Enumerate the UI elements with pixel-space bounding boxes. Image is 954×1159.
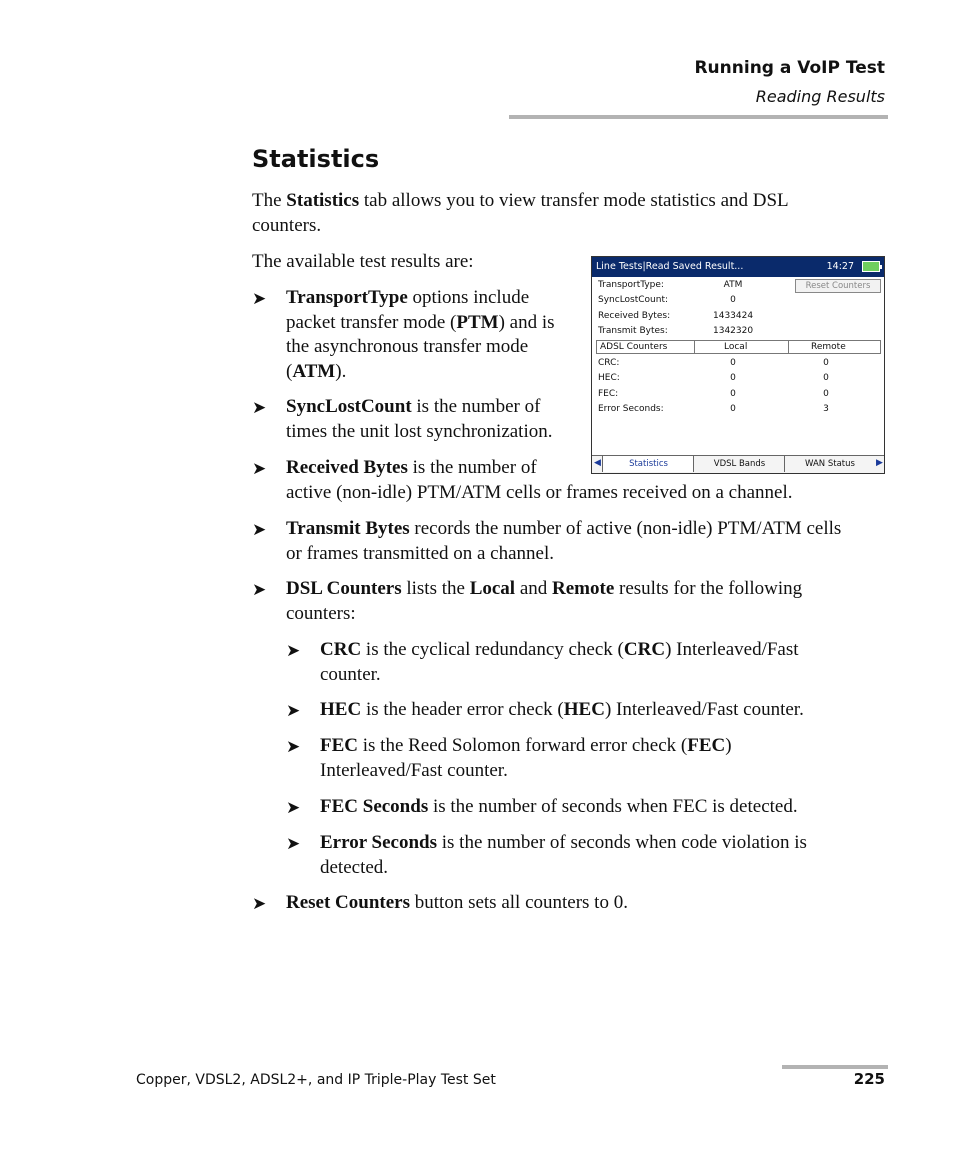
intro-paragraph: The Statistics tab allows you to view transfer mode statistics and DSL counters.: [252, 190, 789, 236]
stat-label-received-bytes: Received Bytes:: [598, 311, 671, 321]
counter-local-fec: 0: [730, 389, 736, 399]
screenshot-title-bar: [592, 257, 884, 277]
tab-scroll-left-icon[interactable]: ◀: [594, 458, 601, 468]
counter-label-error-seconds: Error Seconds:: [598, 404, 664, 414]
battery-icon: [862, 261, 880, 272]
bullet-received-bytes: ➤ Received Bytes is the number of active (non-idle) PTM/ATM cells or frames received on a channel.: [252, 457, 793, 503]
counters-table-header: [596, 340, 881, 354]
bullet-arrow-icon: ➤: [252, 398, 267, 417]
tab-vdsl-bands[interactable]: VDSL Bands: [693, 456, 785, 472]
available-results-text: The available test results are:: [252, 251, 474, 272]
bullet-arrow-icon: ➤: [252, 459, 267, 478]
counters-header-remote: Remote: [811, 342, 846, 352]
section-heading: Statistics: [252, 145, 380, 173]
bullet-arrow-icon: ➤: [252, 580, 267, 599]
bullet-arrow-icon: ➤: [286, 737, 301, 756]
bullet-arrow-icon: ➤: [252, 894, 267, 913]
subbullet-crc: ➤ CRC is the cyclical redundancy check (CRC) Interleaved/Fast counter.: [286, 639, 799, 685]
counter-remote-hec: 0: [823, 373, 829, 383]
stat-value-transmit-bytes: 1342320: [713, 326, 754, 336]
counter-remote-crc: 0: [823, 358, 829, 368]
counter-local-hec: 0: [730, 373, 736, 383]
counter-local-error-seconds: 0: [730, 404, 736, 414]
header-divider: [788, 341, 789, 353]
bullet-arrow-icon: ➤: [286, 798, 301, 817]
running-header-section: Reading Results: [755, 87, 885, 106]
statistics-screenshot: [591, 256, 885, 474]
counter-local-crc: 0: [730, 358, 736, 368]
bullet-arrow-icon: ➤: [286, 641, 301, 660]
bullet-arrow-icon: ➤: [252, 520, 267, 539]
tab-wan-status[interactable]: WAN Status: [784, 456, 875, 472]
counter-label-crc: CRC:: [598, 358, 620, 368]
subbullet-hec: ➤ HEC is the header error check (HEC) Interleaved/Fast counter.: [320, 698, 804, 723]
counter-label-hec: HEC:: [598, 373, 620, 383]
bullet-reset-counters: ➤ Reset Counters button sets all counters to 0.: [286, 891, 628, 916]
stat-label-transport-type: TransportType:: [598, 280, 664, 290]
bullet-arrow-icon: ➤: [286, 834, 301, 853]
bullet-sync-lost-count: ➤ SyncLostCount is the number of times the unit lost synchronization.: [252, 396, 553, 442]
bullet-dsl-counters: ➤ DSL Counters lists the Local and Remote results for the following counters:: [252, 578, 803, 624]
bullet-transport-type: ➤ TransportType options include packet transfer mode (PTM) and is the asynchronous transfer mode (ATM).: [252, 287, 555, 382]
page-number: 225: [853, 1070, 885, 1088]
subbullet-error-seconds: ➤ Error Seconds is the number of seconds when code violation is detected.: [286, 832, 807, 878]
stat-value-received-bytes: 1433424: [713, 311, 754, 321]
reset-counters-button[interactable]: Reset Counters: [795, 279, 881, 293]
header-rule: [509, 115, 888, 119]
footer-product: Copper, VDSL2, ADSL2+, and IP Triple-Play Test Set: [136, 1072, 496, 1088]
tab-statistics[interactable]: Statistics: [602, 456, 694, 472]
counter-remote-error-seconds: 3: [823, 404, 829, 414]
counter-label-fec: FEC:: [598, 389, 619, 399]
counters-header-local: Local: [724, 342, 748, 352]
stat-label-sync-lost-count: SyncLostCount:: [598, 295, 669, 305]
counters-header-name: ADSL Counters: [600, 342, 668, 352]
stat-value-transport-type: ATM: [723, 280, 743, 290]
footer-rule: [782, 1065, 888, 1069]
running-header-chapter: Running a VoIP Test: [694, 58, 885, 78]
screenshot-tab-bar: [592, 455, 884, 473]
subbullet-fec: ➤ FEC is the Reed Solomon forward error check (FEC) Interleaved/Fast counter.: [286, 735, 732, 781]
stat-value-sync-lost-count: 0: [730, 295, 736, 305]
counter-remote-fec: 0: [823, 389, 829, 399]
bullet-transmit-bytes: ➤ Transmit Bytes records the number of active (non-idle) PTM/ATM cells or frames transmitted on a channel.: [252, 518, 842, 564]
bullet-arrow-icon: ➤: [286, 701, 301, 720]
tab-scroll-right-icon[interactable]: ▶: [876, 458, 883, 468]
screenshot-clock: 14:27: [826, 261, 854, 272]
subbullet-fec-seconds: ➤ FEC Seconds is the number of seconds when FEC is detected.: [320, 795, 798, 820]
stat-label-transmit-bytes: Transmit Bytes:: [598, 326, 668, 336]
screenshot-title: Line Tests|Read Saved Result...: [596, 261, 744, 272]
bullet-arrow-icon: ➤: [252, 289, 267, 308]
header-divider: [694, 341, 695, 353]
